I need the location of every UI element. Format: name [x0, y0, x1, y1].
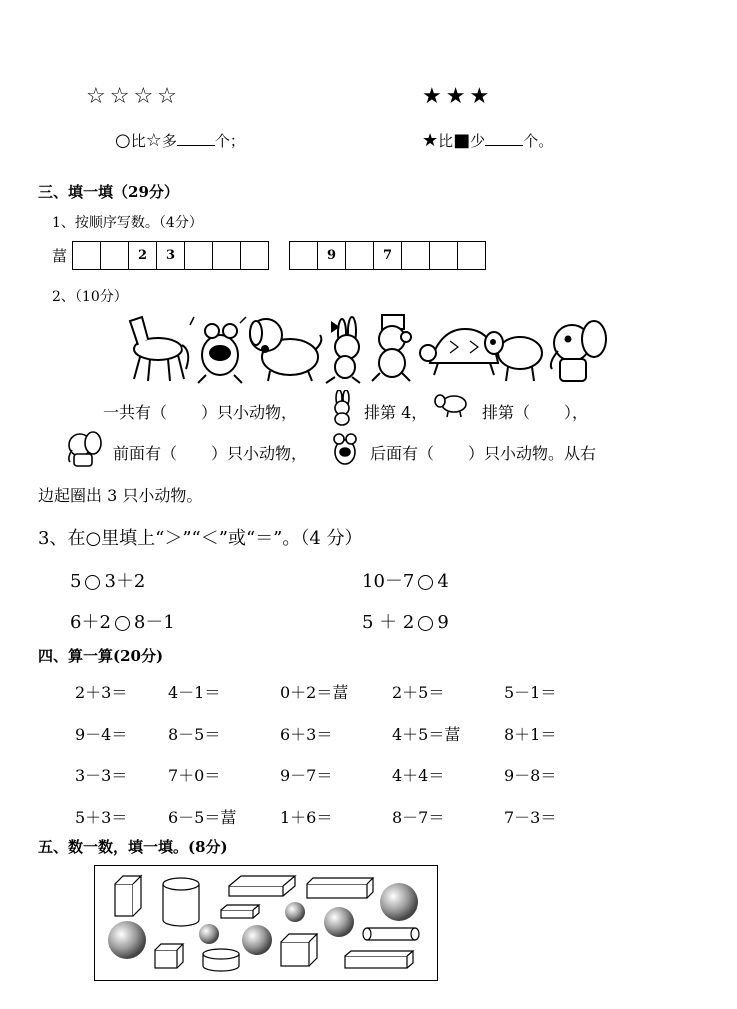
compare-right: 4 [437, 571, 449, 592]
sequence-cell: 7 [374, 242, 402, 270]
text: 后面有（ [370, 444, 435, 463]
sphere-icon [324, 907, 354, 937]
compare-row [362, 567, 449, 593]
calc-item[interactable]: 8＋1＝ [504, 725, 557, 744]
cube-icon [281, 934, 317, 966]
frog-icon [330, 430, 360, 468]
sheep-icon [432, 392, 470, 418]
sequence-cell[interactable] [101, 242, 129, 270]
text: ）， [564, 403, 589, 422]
q2-title: 2、（10分） [52, 289, 128, 305]
cylinder-icon [163, 878, 199, 926]
cuboid-icon [307, 878, 373, 898]
shapes-box [94, 865, 438, 981]
answer-circle[interactable] [115, 616, 130, 631]
cylinder-icon [363, 928, 419, 940]
sequence-cell[interactable] [290, 242, 318, 270]
sequence-cell[interactable] [346, 242, 374, 270]
sequence-cell[interactable] [73, 242, 101, 270]
compare-left: 10－7 [362, 571, 415, 592]
cuboid-icon [229, 876, 295, 896]
calc-item[interactable]: 5＋3＝ [75, 808, 128, 827]
sphere-icon [199, 924, 219, 944]
calc-item[interactable]: 8－7＝ [392, 808, 445, 827]
calc-item[interactable]: 9－7＝ [280, 766, 333, 785]
cylinder-icon [203, 949, 239, 971]
answer-circle[interactable] [418, 575, 433, 590]
calc-item[interactable]: 4－1＝ [168, 683, 221, 702]
frog-icon [190, 317, 246, 383]
sphere-icon [380, 883, 418, 921]
sequence-cell[interactable] [213, 242, 241, 270]
calc-item[interactable]: 1＋6＝ [280, 808, 333, 827]
elephant-icon [64, 430, 104, 468]
animal-row-illustration [120, 313, 610, 385]
q2-line2-back [370, 441, 596, 464]
calc-item[interactable]: 8－5＝ [168, 725, 221, 744]
q2-line1-sheep [482, 400, 588, 423]
compare-left: 5 [70, 571, 82, 592]
q2-line2-front [113, 441, 307, 464]
calc-item[interactable]: 6－5＝葍 [168, 808, 237, 827]
white-star-icon: ☆ [145, 130, 162, 151]
text: ）只小动物， [201, 403, 298, 422]
q1-prefix: 葍 [52, 247, 68, 265]
calc-item[interactable]: 3－3＝ [75, 766, 128, 785]
compare-right: 9 [437, 612, 449, 633]
compare-row [70, 567, 145, 593]
text-ge: 个； [214, 132, 245, 150]
sequence-boxes-2 [289, 241, 486, 270]
compare-left: 5 ＋ 2 [362, 612, 415, 633]
q1-title: 1、按顺序写数。（4分） [52, 215, 203, 231]
calc-item[interactable]: 6＋3＝ [280, 725, 333, 744]
sphere-icon [108, 921, 146, 959]
black-star-icon: ★ [422, 130, 439, 151]
white-stars-row: ☆☆☆☆ [86, 84, 181, 109]
text: 一共有（ [103, 403, 168, 422]
text-bi: 比 [438, 132, 454, 150]
text-shao: 少 [470, 132, 486, 150]
sequence-boxes-1 [72, 241, 269, 270]
circle-icon: ○ [115, 130, 131, 151]
question-star-vs-square [422, 130, 553, 151]
horse-icon [130, 317, 188, 381]
sequence-cell[interactable] [185, 242, 213, 270]
calc-item[interactable]: 7＋0＝ [168, 766, 221, 785]
sequence-cell[interactable] [402, 242, 430, 270]
answer-blank[interactable] [485, 133, 523, 146]
compare-row [362, 608, 449, 634]
section4-title: 四、算一算(20分) [38, 647, 164, 665]
black-stars-row: ★★★ [422, 84, 494, 109]
cuboid-icon [115, 876, 141, 916]
q2-line1 [103, 400, 297, 423]
calc-item[interactable]: 9－8＝ [504, 766, 557, 785]
section5-title: 五、数一数，填一填。(8分) [38, 838, 228, 856]
text: ）只小动物， [211, 444, 308, 463]
calc-item[interactable]: 2＋5＝ [392, 683, 445, 702]
calc-item[interactable]: 7－3＝ [504, 808, 557, 827]
question-circle-vs-star [115, 130, 245, 151]
answer-circle[interactable] [418, 616, 433, 631]
sphere-icon [285, 902, 305, 922]
sphere-icon [242, 925, 272, 955]
cuboid-icon [221, 905, 259, 918]
q2-line1-rank: 排第 4， [364, 403, 428, 422]
text-ge: 个。 [523, 132, 554, 150]
text: 排第（ [482, 403, 531, 422]
sequence-cell[interactable] [458, 242, 486, 270]
calc-item[interactable]: 0＋2＝葍 [280, 683, 349, 702]
sequence-cell: 9 [318, 242, 346, 270]
dog-icon [250, 319, 321, 381]
compare-right: 8－1 [133, 612, 175, 633]
solid-shapes-illustration [95, 866, 437, 980]
calc-item[interactable]: 2＋3＝ [75, 683, 128, 702]
calc-item[interactable]: 9－4＝ [75, 725, 128, 744]
cuboid-icon [345, 951, 413, 968]
sequence-cell: 3 [157, 242, 185, 270]
answer-circle[interactable] [85, 575, 100, 590]
q3-title: 3、在○里填上“＞”“＜”或“＝”。（4 分） [38, 528, 363, 549]
sequence-cell: 2 [129, 242, 157, 270]
cube-icon [155, 944, 183, 968]
sequence-cell[interactable] [241, 242, 269, 270]
compare-left: 6＋2 [70, 612, 111, 633]
text-bi: 比 [130, 132, 146, 150]
q2-line3: 边起圈出 3 只小动物。 [38, 486, 203, 505]
calc-item[interactable]: 5－1＝ [504, 683, 557, 702]
calc-item[interactable]: 4＋4＝ [392, 766, 445, 785]
compare-row [70, 608, 175, 634]
section3-title: 三、填一填（29分） [38, 183, 179, 201]
answer-blank[interactable] [177, 133, 215, 146]
text: ）只小动物。从右 [468, 444, 597, 463]
text-duo: 多 [161, 132, 177, 150]
sequence-cell[interactable] [430, 242, 458, 270]
elephant-icon [551, 321, 606, 381]
black-square-icon: ■ [453, 130, 471, 151]
text: 前面有（ [113, 444, 178, 463]
monkey-icon [372, 315, 411, 381]
rabbit-icon [327, 390, 357, 426]
compare-right: 3＋2 [104, 571, 146, 592]
rabbit-icon [326, 317, 360, 383]
calc-item[interactable]: 4＋5＝葍 [392, 725, 461, 744]
